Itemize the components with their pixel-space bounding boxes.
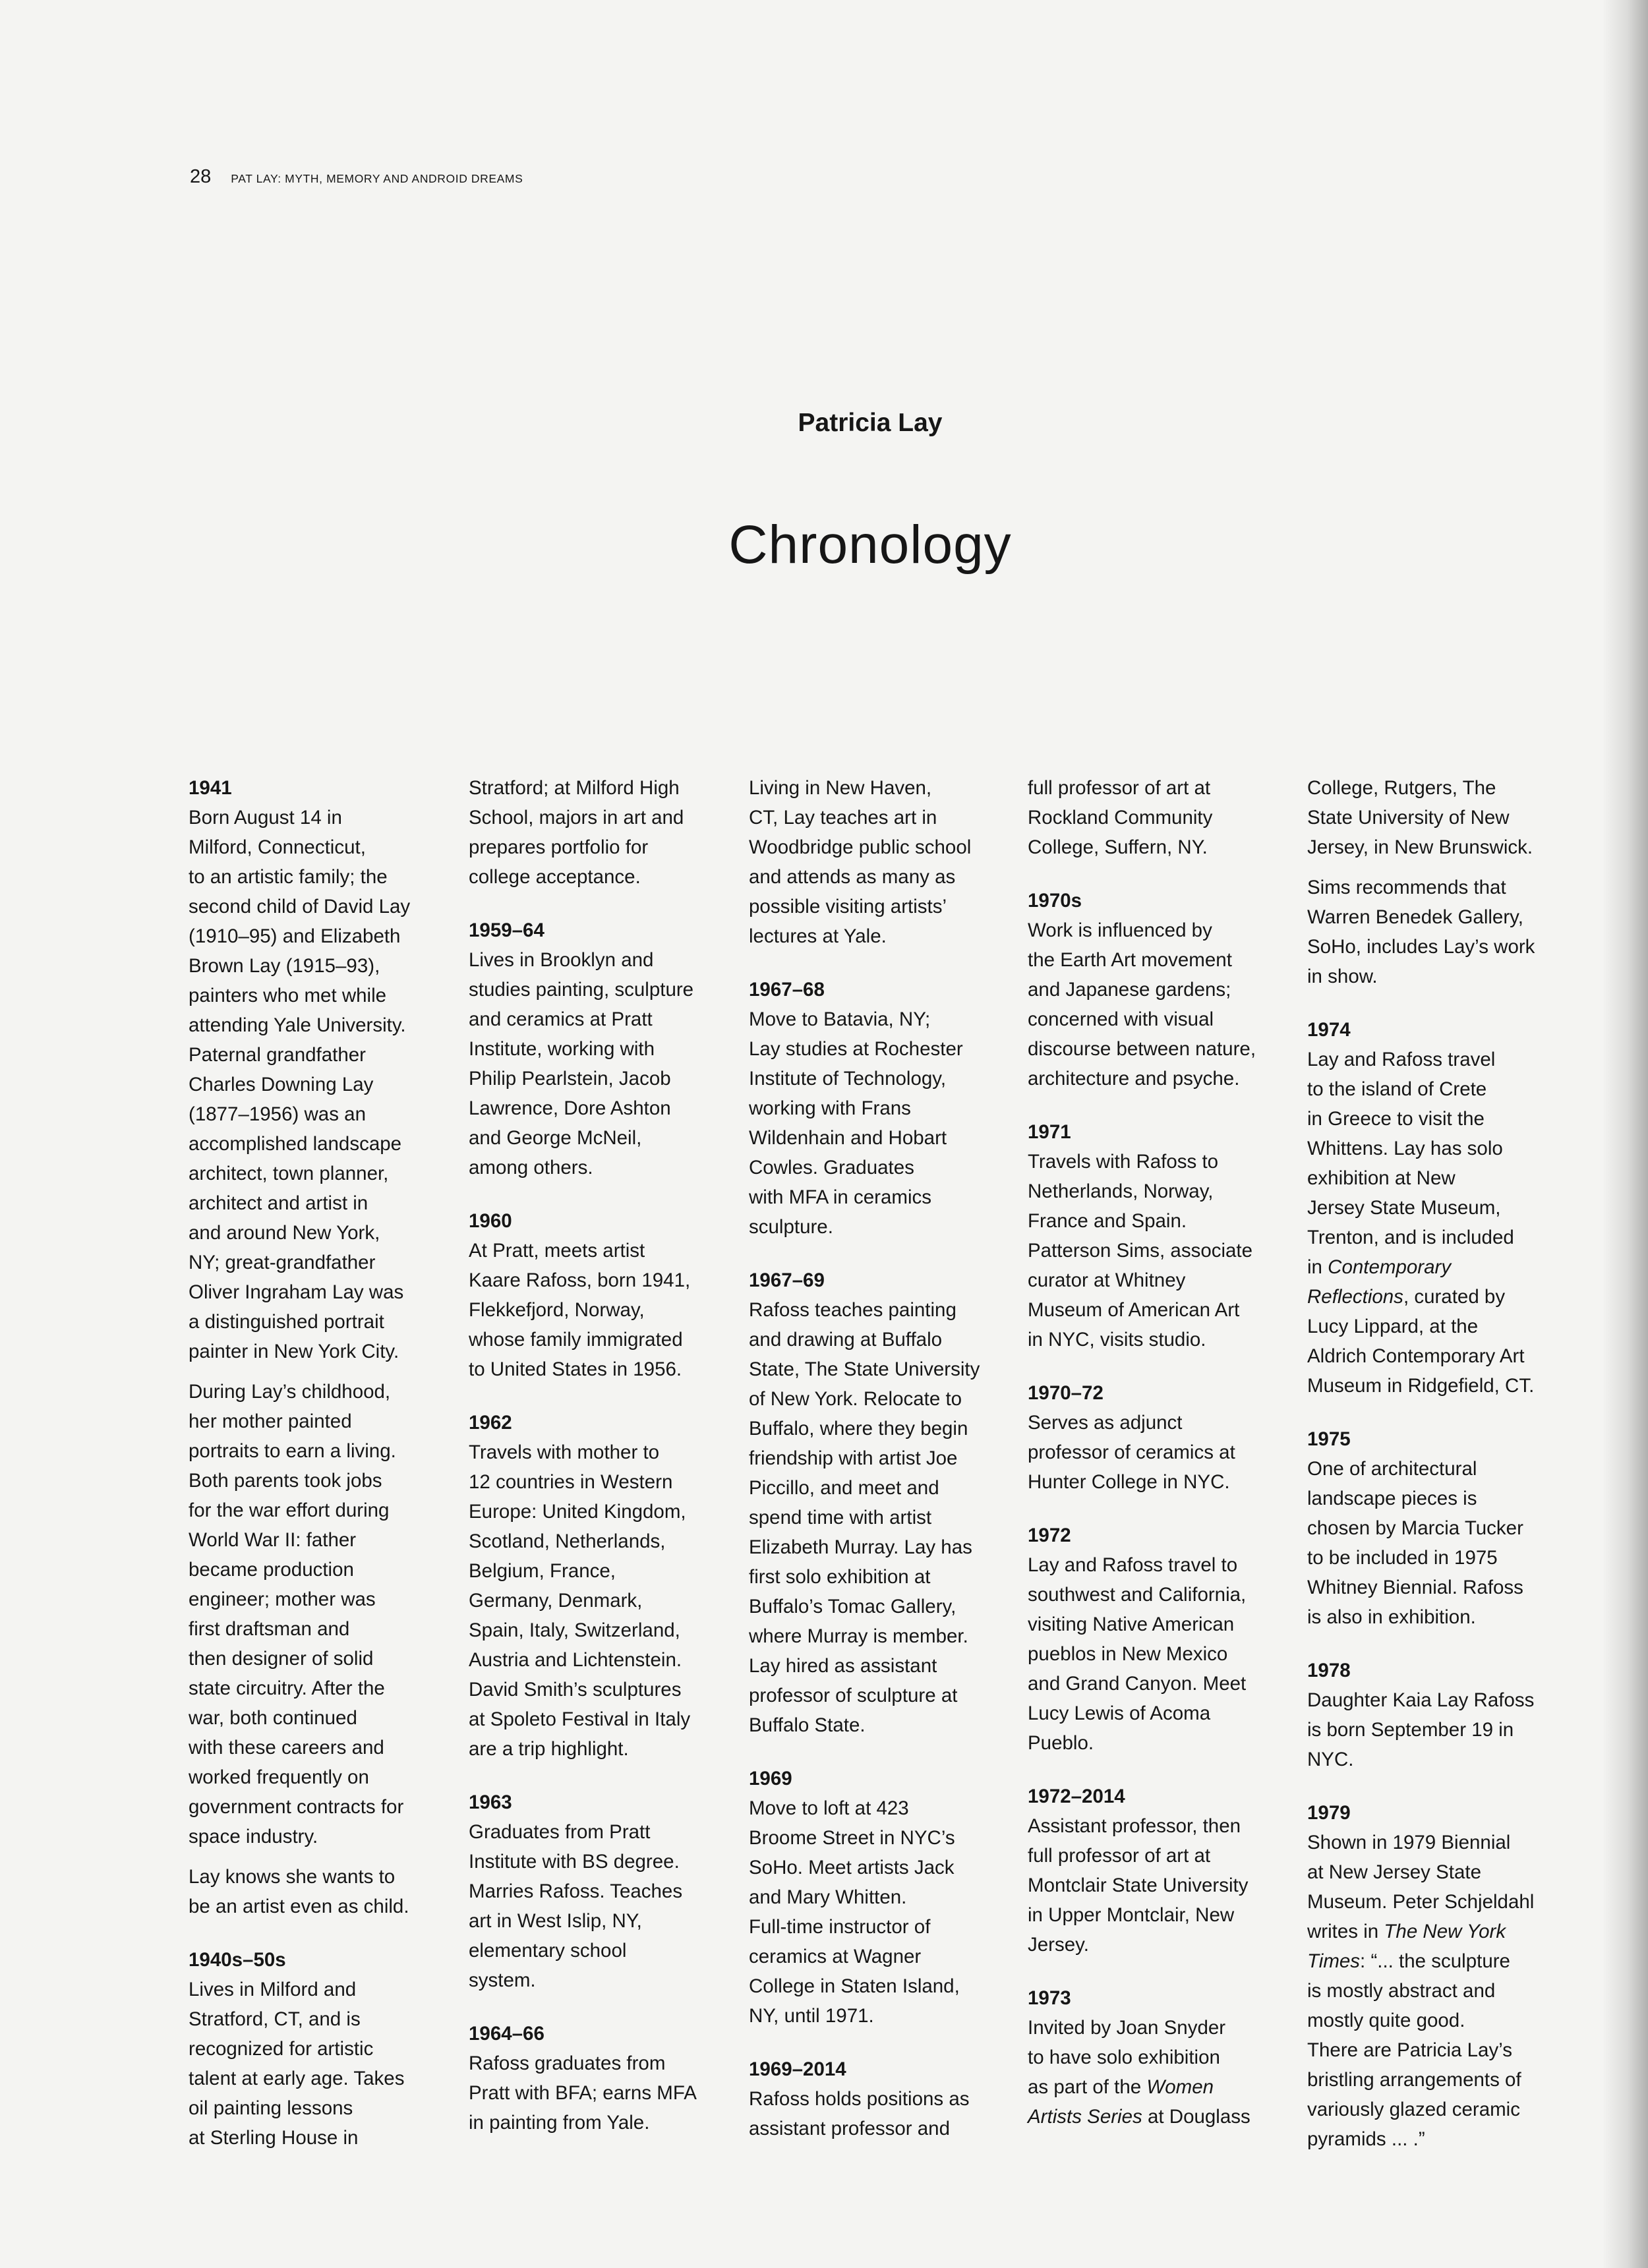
exhibition-title: Women Artists Series — [1028, 2076, 1214, 2128]
entry-text: Move to loft at 423 Broome Street in NYC’s SoHo. Meet artists Jack and Mary Whitten. Full-time instructor of ceramics at Wagner College in Staten Island, NY, until 1971. — [749, 1797, 960, 2027]
entry-1967-68 — [749, 975, 1006, 1242]
entry-year: 1972 — [1028, 1525, 1071, 1546]
entry-year: 1970s — [1028, 890, 1082, 912]
entry-year: 1970–72 — [1028, 1382, 1104, 1404]
entry-year: 1962 — [469, 1412, 512, 1434]
entry-year: 1967–69 — [749, 1269, 825, 1291]
entry-year: 1963 — [469, 1791, 512, 1813]
entry-text: Born August 14 in Milford, Connecticut, to an artistic family; the second child of David Lay (1910–95) and Elizabeth Brown Lay (1915–93), painters who met while attending Yale University. Paternal grandfather Charles Downing Lay (1877–1956) was an accomplished landscape architect, town planner, architect and artist in and around New York, NY; great-grandfather Oliver Ingraham Lay was a distinguished portrait painter in New York City. — [189, 807, 411, 1362]
entry-text: Lives in Brooklyn and studies painting, sculpture and ceramics at Pratt Institute, working with Philip Pearlstein, Jacob Lawrence, Dore Ashton and George McNeil, among others. — [469, 949, 694, 1178]
entry-1962 — [469, 1408, 726, 1764]
chronology-column-1 — [189, 773, 446, 2176]
chronology-column-5 — [1307, 773, 1564, 2178]
entry-year: 1971 — [1028, 1121, 1071, 1143]
entry-text — [1307, 1045, 1564, 1401]
running-header-title: PAT LAY: MYTH, MEMORY AND ANDROID DREAMS — [231, 172, 523, 185]
entry-text: Travels with mother to 12 countries in Western Europe: United Kingdom, Scotland, Netherlands, Belgium, France, Germany, Denmark, Spain, Italy, Switzerland, Austria and Lichtenstein. David Smith’s sculptures at Spoleto Festival in Italy are a trip highlight. — [469, 1441, 691, 1760]
entry-1960 — [469, 1206, 726, 1384]
chronology-column-2 — [469, 773, 726, 2161]
entry-1969-2014 — [749, 2054, 1006, 2143]
entry-1969 — [749, 1764, 1006, 2031]
entry-year: 1975 — [1307, 1428, 1351, 1450]
entry-1975 — [1307, 1424, 1564, 1632]
continued-text: Sims recommends that Warren Benedek Gallery, SoHo, includes Lay’s work in show. — [1307, 877, 1535, 987]
publication-title: The New York Times — [1307, 1921, 1506, 1972]
entry-1967-69 — [749, 1265, 1006, 1740]
entry-year: 1967–68 — [749, 979, 825, 1001]
entry-text-part: Shown in 1979 Biennial at New Jersey State Museum. Peter Schjeldahl writes in — [1307, 1832, 1535, 1942]
entry-year: 1972–2014 — [1028, 1786, 1125, 1807]
running-header — [190, 166, 523, 188]
entry-1941 — [189, 773, 446, 1921]
entry-text-part: , curated by Lucy Lippard, at the Aldrich Contemporary Art Museum in Ridgefield, CT. — [1307, 1286, 1535, 1397]
entry-1974 — [1307, 1015, 1564, 1401]
entry-year: 1964–66 — [469, 2023, 544, 2045]
entry-text: Serves as adjunct professor of ceramics at Hunter College in NYC. — [1028, 1412, 1235, 1493]
entry-text — [1028, 2013, 1285, 2132]
entry-text: During Lay’s childhood, her mother painted portraits to earn a living. Both parents took jobs for the war effort during World War II: father became production engineer; mother was first draftsman and then designer of solid state circuitry. After the war, both continued with these careers and worked frequently on government contracts for space industry. — [189, 1381, 404, 1847]
entry-year: 1979 — [1307, 1802, 1351, 1824]
entry-text: Work is influenced by the Earth Art movement and Japanese gardens; concerned with visual discourse between nature, architecture and psyche. — [1028, 919, 1256, 1090]
entry-text-part: at Douglass — [1142, 2106, 1251, 2128]
page-gutter-shadow — [1602, 0, 1648, 2268]
entry-text: Travels with Rafoss to Netherlands, Norway, France and Spain. Patterson Sims, associate curator at Whitney Museum of American Art in NYC, visits studio. — [1028, 1151, 1253, 1351]
entry-1959-64 — [469, 916, 726, 1182]
entry-text: Rafoss holds positions as assistant professor and — [749, 2088, 970, 2139]
entry-1970s — [1028, 886, 1285, 1093]
entry-1973 — [1028, 1983, 1285, 2132]
entry-text: Move to Batavia, NY; Lay studies at Rochester Institute of Technology, working with Frans Wildenhain and Hobart Cowles. Graduates with MFA in ceramics sculpture. — [749, 1008, 963, 1238]
entry-1972 — [1028, 1521, 1285, 1758]
entry-text-part: Lay and Rafoss travel to the island of Crete in Greece to visit the Whittens. Lay has solo exhibition at New Jersey State Museum, Trenton, and is included in — [1307, 1049, 1514, 1278]
entry-year: 1941 — [189, 777, 232, 799]
entry-year: 1969–2014 — [749, 2058, 846, 2080]
exhibition-title: Contemporary Reflections — [1307, 1256, 1452, 1308]
entry-year: 1940s–50s — [189, 1949, 286, 1971]
entry-1978 — [1307, 1656, 1564, 1774]
page-number: 28 — [190, 166, 212, 187]
author-name: Patricia Lay — [798, 409, 943, 437]
entry-text-part: Invited by Joan Snyder to have solo exhibition as part of the — [1028, 2017, 1226, 2098]
entry-1940s-50s — [189, 1945, 446, 2153]
entry-year: 1973 — [1028, 1987, 1071, 2009]
entry-text: Assistant professor, then full professor of art at Montclair State University in Upper Montclair, New Jersey. — [1028, 1815, 1249, 1956]
entry-text: One of architectural landscape pieces is chosen by Marcia Tucker to be included in 1975 Whitney Biennial. Rafoss is also in exhibition. — [1307, 1458, 1523, 1628]
entry-1979 — [1307, 1798, 1564, 2154]
entry-year: 1959–64 — [469, 919, 544, 941]
entry-1971 — [1028, 1117, 1285, 1354]
entry-1970-72 — [1028, 1378, 1285, 1497]
chronology-column-4 — [1028, 773, 1285, 2155]
chronology-column-3 — [749, 773, 1006, 2167]
entry-text: Lives in Milford and Stratford, CT, and is recognized for artistic talent at early age. Takes oil painting lessons at Sterling House in — [189, 1979, 405, 2149]
continued-text: College, Rutgers, The State University of New Jersey, in New Brunswick. — [1307, 777, 1533, 858]
entry-year: 1974 — [1307, 1019, 1351, 1041]
entry-text: Lay and Rafoss travel to southwest and California, visiting Native American pueblos in New Mexico and Grand Canyon. Meet Lucy Lewis of Acoma Pueblo. — [1028, 1554, 1247, 1754]
entry-text: Rafoss teaches painting and drawing at Buffalo State, The State University of New York. Relocate to Buffalo, where they begin friendship with artist Joe Piccillo, and meet and spend time with artist Elizabeth Murray. Lay has first solo exhibition at Buffalo’s Tomac Gallery, where Murray is member. Lay hired as assistant professor of sculpture at Buffalo State. — [749, 1299, 980, 1736]
entry-text: Daughter Kaia Lay Rafoss is born September 19 in NYC. — [1307, 1689, 1535, 1770]
entry-year: 1969 — [749, 1768, 792, 1789]
entry-text — [1307, 1828, 1564, 2154]
entry-year: 1960 — [469, 1210, 512, 1232]
page-title: Chronology — [728, 514, 1012, 575]
entry-text: Graduates from Pratt Institute with BS degree. Marries Rafoss. Teaches art in West Islip, NY, elementary school system. — [469, 1821, 683, 1991]
continued-text: Stratford; at Milford High School, majors in art and prepares portfolio for college acceptance. — [469, 777, 684, 888]
entry-text: Rafoss graduates from Pratt with BFA; earns MFA in painting from Yale. — [469, 2052, 697, 2134]
continued-text: full professor of art at Rockland Community College, Suffern, NY. — [1028, 777, 1213, 858]
entry-text: At Pratt, meets artist Kaare Rafoss, born 1941, Flekkefjord, Norway, whose family immigrated to United States in 1956. — [469, 1240, 691, 1380]
entry-text: Lay knows she wants to be an artist even as child. — [189, 1866, 409, 1917]
entry-1963 — [469, 1788, 726, 1995]
entry-1964-66 — [469, 2019, 726, 2137]
entry-1972-2014 — [1028, 1782, 1285, 1960]
entry-text-part: : “... the sculpture is mostly abstract and mostly quite good. There are Patricia Lay’s bristling arrangements of variously glazed ceramic pyramids ... .” — [1307, 1950, 1521, 2150]
continued-text: Living in New Haven, CT, Lay teaches art in Woodbridge public school and attends as many as possible visiting artists’ lectures at Yale. — [749, 777, 972, 947]
entry-year: 1978 — [1307, 1660, 1351, 1681]
